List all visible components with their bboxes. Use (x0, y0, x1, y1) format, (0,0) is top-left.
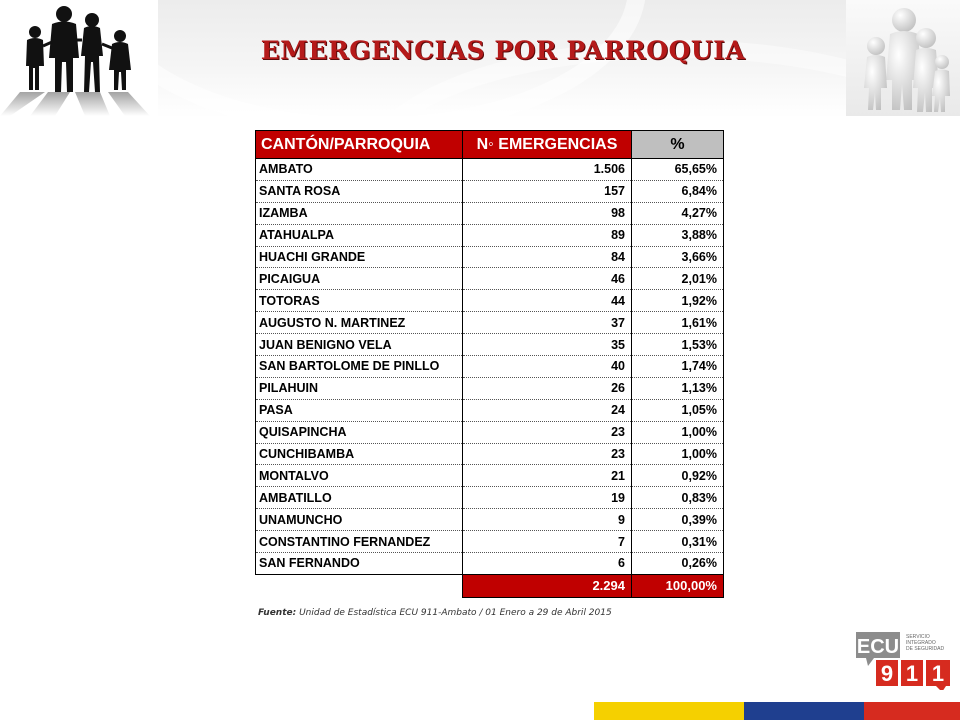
row-parroquia: JUAN BENIGNO VELA (256, 334, 463, 356)
row-emergencias: 37 (463, 312, 632, 334)
row-percent: 0,92% (632, 465, 724, 487)
table-row (256, 531, 724, 553)
table-row (256, 509, 724, 531)
row-percent: 1,92% (632, 290, 724, 312)
row-emergencias: 9 (463, 509, 632, 531)
row-parroquia: SANTA ROSA (256, 180, 463, 202)
row-percent: 1,13% (632, 377, 724, 399)
table-header-row (256, 131, 724, 159)
total-percent: 100,00% (632, 574, 724, 597)
row-percent: 1,05% (632, 399, 724, 421)
3d-family-figures-icon (846, 0, 960, 116)
row-emergencias: 157 (463, 180, 632, 202)
row-percent: 0,39% (632, 509, 724, 531)
table-row (256, 246, 724, 268)
header-canton-parroquia: CANTÓN/PARROQUIA (256, 131, 463, 159)
ecu911-logo (856, 630, 956, 690)
table-row (256, 180, 724, 202)
row-parroquia: SAN FERNANDO (256, 553, 463, 575)
table-row (256, 465, 724, 487)
row-emergencias: 6 (463, 553, 632, 575)
row-parroquia: CUNCHIBAMBA (256, 443, 463, 465)
row-parroquia: HUACHI GRANDE (256, 246, 463, 268)
row-percent: 0,26% (632, 553, 724, 575)
footer-strip-yellow (594, 702, 744, 720)
table-row (256, 399, 724, 421)
row-percent: 65,65% (632, 159, 724, 181)
row-parroquia: PASA (256, 399, 463, 421)
row-percent: 2,01% (632, 268, 724, 290)
logo-tagline-line: DE SEGURIDAD (906, 646, 945, 652)
total-row-blank-cell (256, 574, 463, 597)
row-emergencias: 24 (463, 399, 632, 421)
row-percent: 1,74% (632, 356, 724, 378)
table-row (256, 487, 724, 509)
row-percent: 0,83% (632, 487, 724, 509)
slide-title: EMERGENCIAS POR PARROQUIA (260, 36, 746, 65)
logo-digit: 1 (905, 661, 919, 686)
logo-digit: 9 (880, 661, 894, 686)
row-emergencias: 21 (463, 465, 632, 487)
row-percent: 3,66% (632, 246, 724, 268)
row-emergencias: 84 (463, 246, 632, 268)
ecu911-logo-icon (856, 630, 956, 690)
table-row (256, 421, 724, 443)
table-row (256, 268, 724, 290)
emergencies-table-container (255, 130, 724, 598)
table-row (256, 443, 724, 465)
logo-tagline-line: SERVICIO (906, 634, 930, 640)
logo-brand-text: ECU (856, 636, 900, 658)
row-parroquia: TOTORAS (256, 290, 463, 312)
table-row (256, 356, 724, 378)
row-parroquia: UNAMUNCHO (256, 509, 463, 531)
row-parroquia: QUISAPINCHA (256, 421, 463, 443)
row-parroquia: MONTALVO (256, 465, 463, 487)
footer-strip-blue (744, 702, 864, 720)
row-percent: 4,27% (632, 202, 724, 224)
source-text: Unidad de Estadística ECU 911-Ambato / 01 Enero a 29 de Abril 2015 (299, 608, 612, 618)
row-emergencias: 7 (463, 531, 632, 553)
row-parroquia: PICAIGUA (256, 268, 463, 290)
family-silhouette-image (0, 0, 158, 116)
table-total-row (256, 574, 724, 597)
row-percent: 6,84% (632, 180, 724, 202)
row-emergencias: 1.506 (463, 159, 632, 181)
row-percent: 1,00% (632, 421, 724, 443)
logo-digit: 1 (931, 661, 945, 686)
source-label: Fuente: (258, 608, 297, 618)
table-row (256, 334, 724, 356)
row-emergencias: 98 (463, 202, 632, 224)
row-emergencias: 46 (463, 268, 632, 290)
logo-tagline-line: INTEGRADO (906, 640, 936, 646)
row-parroquia: ATAHUALPA (256, 224, 463, 246)
row-parroquia: SAN BARTOLOME DE PINLLO (256, 356, 463, 378)
table-row (256, 159, 724, 181)
table-row (256, 377, 724, 399)
table-row (256, 553, 724, 575)
row-emergencias: 44 (463, 290, 632, 312)
row-parroquia: CONSTANTINO FERNANDEZ (256, 531, 463, 553)
table-body (256, 159, 724, 575)
row-percent: 1,61% (632, 312, 724, 334)
family-silhouette-icon (0, 0, 158, 116)
row-percent: 1,53% (632, 334, 724, 356)
table-row (256, 202, 724, 224)
source-note (258, 608, 612, 618)
table-row (256, 290, 724, 312)
row-percent: 1,00% (632, 443, 724, 465)
row-emergencias: 35 (463, 334, 632, 356)
footer-strip-red (864, 702, 960, 720)
row-parroquia: AMBATILLO (256, 487, 463, 509)
row-emergencias: 26 (463, 377, 632, 399)
header-num-emergencias: N◦ EMERGENCIAS (463, 131, 632, 159)
total-count: 2.294 (463, 574, 632, 597)
row-percent: 0,31% (632, 531, 724, 553)
3d-family-image (846, 0, 960, 116)
row-emergencias: 23 (463, 421, 632, 443)
row-percent: 3,88% (632, 224, 724, 246)
table-row (256, 224, 724, 246)
row-emergencias: 19 (463, 487, 632, 509)
emergencies-table (255, 130, 724, 598)
row-parroquia: IZAMBA (256, 202, 463, 224)
row-parroquia: PILAHUIN (256, 377, 463, 399)
table-row (256, 312, 724, 334)
row-parroquia: AMBATO (256, 159, 463, 181)
header-percent: % (632, 131, 724, 159)
row-emergencias: 40 (463, 356, 632, 378)
row-parroquia: AUGUSTO N. MARTINEZ (256, 312, 463, 334)
row-emergencias: 23 (463, 443, 632, 465)
row-emergencias: 89 (463, 224, 632, 246)
